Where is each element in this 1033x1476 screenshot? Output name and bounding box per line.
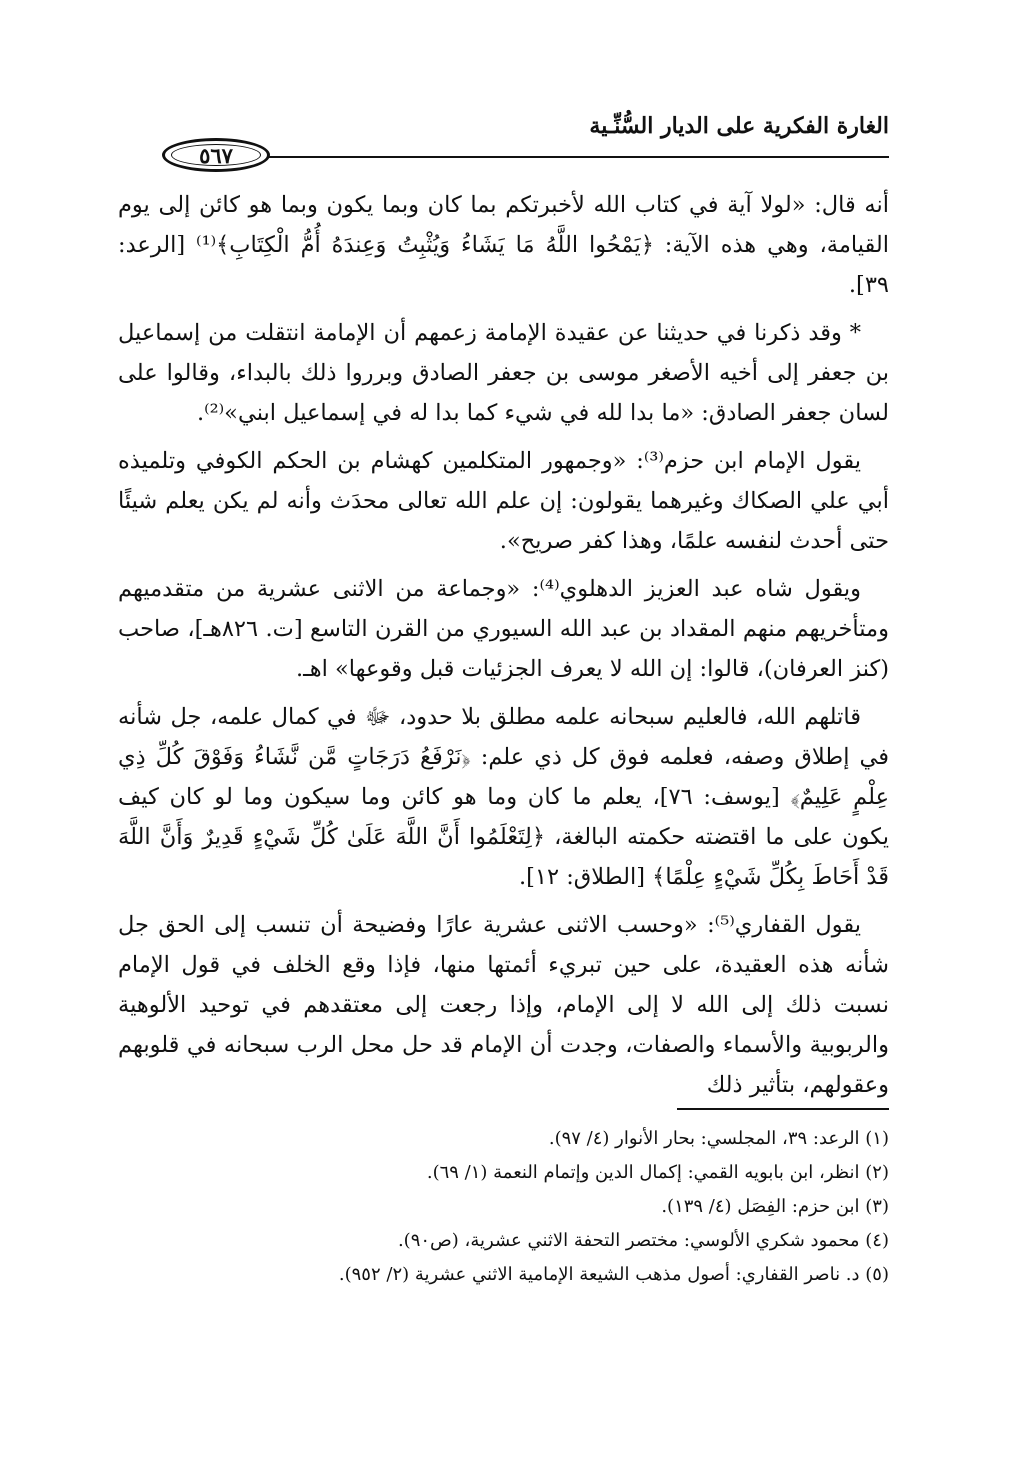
footnotes — [118, 1122, 889, 1292]
page-header — [118, 105, 889, 168]
footnote: (٤) محمود شكري الألوسي: مختصر التحفة الاثني عشرية، (ص٩٠). — [397, 1230, 889, 1251]
body-text — [118, 185, 889, 1113]
footnote: (١) الرعد: ٣٩، المجلسي: بحار الأنوار (٤/ ٩٧). — [548, 1128, 889, 1149]
paragraph: يقول الإمام ابن حزم⁽³⁾: «وجمهور المتكلمين كهشام بن الحكم الكوفي وتلميذه أبي علي الصكاك وغيرهما يقولون: إن علم الله تعالى محدَث وأنه لم يكن يعلم شيئًا حتى أحدث لنفسه علمًا، وهذا كفر صريح». — [118, 448, 889, 554]
running-title: الغارة الفكرية على الديار السُّنِّـية — [589, 113, 889, 139]
page-number: ٥٦٧ — [171, 144, 261, 166]
footnote: (٥) د. ناصر القفاري: أصول مذهب الشيعة الإمامية الاثني عشرية (٢/ ٩٥٢). — [338, 1264, 889, 1285]
page-number-badge — [162, 138, 270, 172]
paragraph: أنه قال: «لولا آية في كتاب الله لأخبرتكم بما كان وبما يكون وبما هو كائن إلى يوم القيامة، وهي هذه الآية: ﴿يَمْحُوا اللَّهُ مَا يَشَاءُ وَيُثْبِتُ وَعِندَهُ أُمُّ الْكِتَابِ﴾⁽¹⁾ [الرعد: ٣٩]. — [118, 192, 889, 298]
paragraph: قاتلهم الله، فالعليم سبحانه علمه مطلق بلا حدود، ﷻ في كمال علمه، جل شأنه في إطلاق وصفه، فعلمه فوق كل ذي علم: ﴿نَرْفَعُ دَرَجَاتٍ مَّن نَّشَاءُ وَفَوْقَ كُلِّ ذِي عِلْمٍ عَلِيمٌ﴾ [يوسف: ٧٦]، يعلم ما كان وما هو كائن وما سيكون وما لو كان كيف يكون على ما اقتضته حكمته البالغة، ﴿لِتَعْلَمُوا أَنَّ اللَّهَ عَلَىٰ كُلِّ شَيْءٍ قَدِيرٌ وَأَنَّ اللَّهَ قَدْ أَحَاطَ بِكُلِّ شَيْءٍ عِلْمًا﴾ [الطلاق: ١٢]. — [118, 704, 889, 890]
footnote: (٣) ابن حزم: الفِصَل (٤/ ١٣٩). — [661, 1196, 889, 1217]
footnote-separator — [677, 1108, 889, 1110]
header-rule — [258, 156, 889, 158]
footnote: (٢) انظر، ابن بابويه القمي: إكمال الدين وإتمام النعمة (١/ ٦٩). — [426, 1162, 889, 1183]
paragraph: * وقد ذكرنا في حديثنا عن عقيدة الإمامة زعمهم أن الإمامة انتقلت من إسماعيل بن جعفر إلى أخيه الأصغر موسى بن جعفر الصادق وبرروا ذلك بالبداء، وقالوا على لسان جعفر الصادق: «ما بدا لله في شيء كما بدا له في إسماعيل ابني»⁽²⁾. — [118, 320, 889, 426]
paragraph: ويقول شاه عبد العزيز الدهلوي⁽⁴⁾: «وجماعة من الاثنى عشرية من متقدميهم ومتأخريهم منهم المقداد بن عبد الله السيوري من القرن التاسع [ت. ٨٢٦هـ]، صاحب (كنز العرفان)، قالوا: إن الله لا يعرف الجزئيات قبل وقوعها» اهـ. — [118, 576, 889, 682]
paragraph: يقول القفاري⁽⁵⁾: «وحسب الاثنى عشرية عارًا وفضيحة أن تنسب إلى الحق جل شأنه هذه العقيدة، على حين تبريء أئمتها منها، فإذا وقع الخلف في قول الإمام نسبت ذلك إلى الله لا إلى الإمام، وإذا رجعت إلى معتقدهم في توحيد الألوهية والربوبية والأسماء والصفات، وجدت أن الإمام قد حل محل الرب سبحانه في قلوبهم وعقولهم، بتأثير ذلك — [118, 912, 889, 1098]
